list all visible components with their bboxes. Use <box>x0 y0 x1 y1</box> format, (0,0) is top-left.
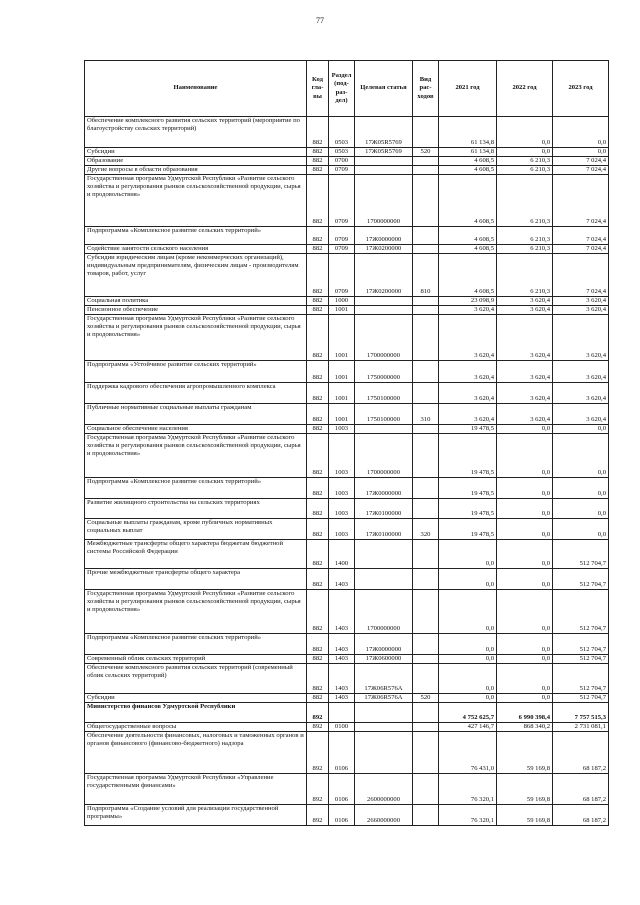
cell-2022: 0,0 <box>497 519 553 540</box>
cell-2021: 4 608,5 <box>439 157 497 166</box>
cell-2022: 0,0 <box>497 664 553 694</box>
cell-ministry: 882 <box>307 175 329 227</box>
table-row <box>85 227 609 245</box>
table-row <box>85 774 609 805</box>
cell-ministry: 882 <box>307 166 329 175</box>
cell-2023: 7 024,4 <box>553 175 609 227</box>
cell-target: 17Ж0000000 <box>355 478 413 499</box>
column-header-2022: 2022 год <box>497 61 553 117</box>
cell-2021: 4 608,5 <box>439 166 497 175</box>
cell-ministry: 882 <box>307 519 329 540</box>
table-row <box>85 569 609 590</box>
cell-section: 1003 <box>329 478 355 499</box>
table-header-row <box>85 61 609 117</box>
cell-target: 17Ж0600000 <box>355 655 413 664</box>
cell-section: 1001 <box>329 383 355 404</box>
cell-expense-type <box>413 434 439 478</box>
cell-expense-type <box>413 655 439 664</box>
cell-name: Образование <box>85 157 307 166</box>
cell-section: 0100 <box>329 723 355 732</box>
cell-2022: 0,0 <box>497 590 553 634</box>
cell-target: 1750100000 <box>355 383 413 404</box>
cell-ministry: 882 <box>307 117 329 148</box>
cell-2023: 68 187,2 <box>553 732 609 774</box>
cell-ministry: 892 <box>307 774 329 805</box>
cell-target <box>355 540 413 569</box>
cell-name: Обеспечение деятельности финансовых, налоговых и таможенных органов и органов финансового (финансово-бюджетного) надзора <box>85 732 307 774</box>
cell-ministry: 882 <box>307 590 329 634</box>
cell-2022: 3 620,4 <box>497 306 553 315</box>
cell-ministry: 882 <box>307 569 329 590</box>
column-header-2023: 2023 год <box>553 61 609 117</box>
cell-name: Социальные выплаты гражданам, кроме публичных нормативных социальных выплат <box>85 519 307 540</box>
cell-section: 1403 <box>329 634 355 655</box>
cell-2022: 3 620,4 <box>497 361 553 383</box>
cell-2023: 7 024,4 <box>553 227 609 245</box>
cell-name: Обеспечение комплексного развития сельских территорий (мероприятие по благоустройству сельских территорий) <box>85 117 307 148</box>
cell-target: 17Ж06R576А <box>355 694 413 703</box>
table-row <box>85 175 609 227</box>
table-body <box>85 117 609 826</box>
cell-name: Министерство финансов Удмуртской Республики <box>85 703 307 723</box>
table-row <box>85 540 609 569</box>
cell-target <box>355 569 413 590</box>
cell-name: Развитие жилищного строительства на сельских территориях <box>85 499 307 519</box>
cell-2022: 0,0 <box>497 569 553 590</box>
table-row <box>85 634 609 655</box>
cell-2023: 3 620,4 <box>553 361 609 383</box>
cell-section: 1403 <box>329 590 355 634</box>
cell-2022: 0,0 <box>497 425 553 434</box>
cell-target: 17Ж06R576А <box>355 664 413 694</box>
cell-expense-type <box>413 227 439 245</box>
cell-expense-type <box>413 805 439 826</box>
cell-expense-type <box>413 245 439 254</box>
cell-2022: 6 210,3 <box>497 245 553 254</box>
cell-target: 1700000000 <box>355 315 413 361</box>
cell-ministry: 892 <box>307 703 329 723</box>
cell-2023: 0,0 <box>553 478 609 499</box>
cell-name: Государственная программа Удмуртской Республики «Управление государственными финансами» <box>85 774 307 805</box>
cell-2022: 6 210,3 <box>497 166 553 175</box>
column-header-expense-type: Вид рас- ходов <box>413 61 439 117</box>
column-header-ministry: Код гла- вы <box>307 61 329 117</box>
cell-2022: 0,0 <box>497 540 553 569</box>
cell-expense-type <box>413 297 439 306</box>
budget-table <box>84 60 609 826</box>
cell-ministry: 882 <box>307 361 329 383</box>
cell-expense-type <box>413 478 439 499</box>
cell-ministry: 882 <box>307 540 329 569</box>
cell-section: 1403 <box>329 655 355 664</box>
cell-target: 17Ж0000000 <box>355 634 413 655</box>
cell-ministry: 882 <box>307 297 329 306</box>
cell-target <box>355 166 413 175</box>
cell-expense-type <box>413 723 439 732</box>
cell-2023: 512 704,7 <box>553 694 609 703</box>
cell-target: 1700000000 <box>355 175 413 227</box>
cell-2023: 0,0 <box>553 117 609 148</box>
cell-name: Современный облик сельских территорий <box>85 655 307 664</box>
cell-target: 1700000000 <box>355 590 413 634</box>
cell-target <box>355 732 413 774</box>
cell-name: Социальное обеспечение населения <box>85 425 307 434</box>
cell-ministry: 882 <box>307 478 329 499</box>
cell-2023: 2 731 081,1 <box>553 723 609 732</box>
cell-name: Субсидии юридическим лицам (кроме некоммерческих организаций), индивидуальным предпринимателям, физическим лицам - производителям товаров, работ, услуг <box>85 254 307 297</box>
table-row <box>85 306 609 315</box>
cell-2021: 61 134,8 <box>439 148 497 157</box>
cell-name: Подпрограмма «Создание условий для реализации государственной программы» <box>85 805 307 826</box>
cell-expense-type <box>413 732 439 774</box>
cell-name: Субсидии <box>85 148 307 157</box>
cell-section: 1000 <box>329 297 355 306</box>
column-header-section: Раздел (под- раз- дел) <box>329 61 355 117</box>
cell-2022: 6 990 398,4 <box>497 703 553 723</box>
cell-2022: 868 340,2 <box>497 723 553 732</box>
cell-section: 1001 <box>329 306 355 315</box>
cell-2023: 512 704,7 <box>553 590 609 634</box>
cell-2021: 3 620,4 <box>439 361 497 383</box>
cell-expense-type <box>413 634 439 655</box>
cell-expense-type <box>413 499 439 519</box>
table-row <box>85 434 609 478</box>
cell-2021: 0,0 <box>439 569 497 590</box>
cell-2021: 4 752 625,7 <box>439 703 497 723</box>
cell-2022: 0,0 <box>497 655 553 664</box>
cell-2022: 0,0 <box>497 478 553 499</box>
cell-2022: 3 620,4 <box>497 297 553 306</box>
cell-2021: 0,0 <box>439 540 497 569</box>
table-row <box>85 694 609 703</box>
cell-2021: 76 320,1 <box>439 774 497 805</box>
table-row <box>85 664 609 694</box>
cell-expense-type <box>413 540 439 569</box>
cell-ministry: 882 <box>307 227 329 245</box>
table-row <box>85 404 609 425</box>
cell-name: Государственная программа Удмуртской Республики «Развитие сельского хозяйства и регулирования рынков сельскохозяйственной продукции, сырья и продовольствия» <box>85 590 307 634</box>
cell-target <box>355 157 413 166</box>
cell-2021: 0,0 <box>439 655 497 664</box>
cell-expense-type: 520 <box>413 148 439 157</box>
cell-2022: 59 169,8 <box>497 774 553 805</box>
table-row <box>85 425 609 434</box>
table-row <box>85 117 609 148</box>
table-row <box>85 315 609 361</box>
cell-section: 0106 <box>329 732 355 774</box>
cell-ministry: 882 <box>307 315 329 361</box>
cell-2023: 0,0 <box>553 425 609 434</box>
cell-ministry: 882 <box>307 664 329 694</box>
cell-expense-type <box>413 157 439 166</box>
cell-ministry: 882 <box>307 157 329 166</box>
cell-name: Публичные нормативные социальные выплаты гражданам <box>85 404 307 425</box>
cell-2021: 19 478,5 <box>439 478 497 499</box>
cell-2022: 0,0 <box>497 434 553 478</box>
cell-target: 17Ж0000000 <box>355 227 413 245</box>
cell-2023: 0,0 <box>553 519 609 540</box>
cell-2021: 19 478,5 <box>439 434 497 478</box>
cell-2022: 0,0 <box>497 499 553 519</box>
cell-2021: 3 620,4 <box>439 306 497 315</box>
cell-target: 17Ж0100000 <box>355 499 413 519</box>
cell-2022: 3 620,4 <box>497 315 553 361</box>
table-row <box>85 723 609 732</box>
cell-section: 0503 <box>329 117 355 148</box>
cell-2021: 19 478,5 <box>439 519 497 540</box>
cell-expense-type <box>413 315 439 361</box>
cell-2021: 4 608,5 <box>439 254 497 297</box>
cell-name: Содействие занятости сельского населения <box>85 245 307 254</box>
cell-2023: 3 620,4 <box>553 297 609 306</box>
column-header-2021: 2021 год <box>439 61 497 117</box>
cell-expense-type: 810 <box>413 254 439 297</box>
cell-2021: 4 608,5 <box>439 175 497 227</box>
cell-section: 0709 <box>329 254 355 297</box>
cell-section: 0106 <box>329 805 355 826</box>
cell-target <box>355 306 413 315</box>
cell-section: 1001 <box>329 404 355 425</box>
cell-2023: 3 620,4 <box>553 315 609 361</box>
cell-2022: 6 210,3 <box>497 175 553 227</box>
cell-expense-type: 310 <box>413 404 439 425</box>
cell-section <box>329 703 355 723</box>
cell-2021: 4 608,5 <box>439 245 497 254</box>
cell-name: Государственная программа Удмуртской Республики «Развитие сельского хозяйства и регулирования рынков сельскохозяйственной продукции, сырья и продовольствия» <box>85 315 307 361</box>
cell-target: 2660000000 <box>355 805 413 826</box>
cell-target <box>355 703 413 723</box>
cell-ministry: 882 <box>307 383 329 404</box>
cell-target: 2600000000 <box>355 774 413 805</box>
cell-2023: 0,0 <box>553 148 609 157</box>
table-row <box>85 590 609 634</box>
cell-name: Подпрограмма «Комплексное развитие сельских территорий» <box>85 634 307 655</box>
cell-2021: 76 431,0 <box>439 732 497 774</box>
cell-2021: 3 620,4 <box>439 383 497 404</box>
cell-2023: 0,0 <box>553 434 609 478</box>
cell-2022: 0,0 <box>497 694 553 703</box>
cell-ministry: 882 <box>307 254 329 297</box>
table-row <box>85 148 609 157</box>
cell-target <box>355 723 413 732</box>
cell-section: 0709 <box>329 175 355 227</box>
cell-name: Межбюджетные трансферты общего характера бюджетам бюджетной системы Российской Федерации <box>85 540 307 569</box>
cell-2021: 19 478,5 <box>439 425 497 434</box>
cell-2021: 0,0 <box>439 590 497 634</box>
cell-target: 1750100000 <box>355 404 413 425</box>
cell-2022: 0,0 <box>497 148 553 157</box>
table-row <box>85 805 609 826</box>
cell-target: 17Ж0200000 <box>355 254 413 297</box>
cell-ministry: 882 <box>307 634 329 655</box>
cell-2021: 0,0 <box>439 634 497 655</box>
cell-expense-type <box>413 306 439 315</box>
cell-2022: 0,0 <box>497 117 553 148</box>
cell-2023: 512 704,7 <box>553 634 609 655</box>
cell-2022: 6 210,3 <box>497 157 553 166</box>
cell-2023: 512 704,7 <box>553 540 609 569</box>
cell-ministry: 882 <box>307 694 329 703</box>
cell-expense-type <box>413 166 439 175</box>
cell-2022: 6 210,3 <box>497 254 553 297</box>
table-row <box>85 655 609 664</box>
cell-2021: 3 620,4 <box>439 404 497 425</box>
cell-2023: 3 620,4 <box>553 306 609 315</box>
cell-2022: 0,0 <box>497 634 553 655</box>
table-row <box>85 703 609 723</box>
cell-2021: 23 098,9 <box>439 297 497 306</box>
cell-2023: 3 620,4 <box>553 404 609 425</box>
cell-target: 17Ж05R5769 <box>355 117 413 148</box>
cell-ministry: 882 <box>307 306 329 315</box>
cell-2023: 7 024,4 <box>553 166 609 175</box>
cell-name: Обеспечение комплексного развития сельских территорий (современный облик сельских территорий) <box>85 664 307 694</box>
cell-section: 0700 <box>329 157 355 166</box>
cell-section: 1003 <box>329 519 355 540</box>
cell-2021: 427 146,7 <box>439 723 497 732</box>
table-row <box>85 254 609 297</box>
cell-2023: 512 704,7 <box>553 664 609 694</box>
table-row <box>85 732 609 774</box>
cell-section: 1003 <box>329 434 355 478</box>
cell-name: Государственная программа Удмуртской Республики «Развитие сельского хозяйства и регулирования рынков сельскохозяйственной продукции, сырья и продовольствия» <box>85 434 307 478</box>
cell-name: Другие вопросы в области образования <box>85 166 307 175</box>
cell-target: 17Ж0200000 <box>355 245 413 254</box>
cell-2023: 512 704,7 <box>553 655 609 664</box>
column-header-target: Целевая статья <box>355 61 413 117</box>
cell-target: 1700000000 <box>355 434 413 478</box>
cell-name: Субсидии <box>85 694 307 703</box>
cell-expense-type <box>413 569 439 590</box>
cell-2023: 68 187,2 <box>553 805 609 826</box>
cell-section: 1403 <box>329 694 355 703</box>
cell-2021: 4 608,5 <box>439 227 497 245</box>
cell-expense-type <box>413 117 439 148</box>
cell-section: 0106 <box>329 774 355 805</box>
cell-name: Государственная программа Удмуртской Республики «Развитие сельского хозяйства и регулирования рынков сельскохозяйственной продукции, сырья и продовольствия» <box>85 175 307 227</box>
cell-section: 0709 <box>329 166 355 175</box>
cell-2023: 7 757 515,3 <box>553 703 609 723</box>
cell-ministry: 882 <box>307 404 329 425</box>
cell-target <box>355 425 413 434</box>
cell-section: 1001 <box>329 315 355 361</box>
cell-2023: 7 024,4 <box>553 254 609 297</box>
cell-2021: 3 620,4 <box>439 315 497 361</box>
cell-expense-type <box>413 175 439 227</box>
column-header-name: Наименование <box>85 61 307 117</box>
table-row <box>85 157 609 166</box>
cell-ministry: 882 <box>307 425 329 434</box>
cell-name: Поддержка кадрового обеспечения агропромышленного комплекса <box>85 383 307 404</box>
cell-name: Общегосударственные вопросы <box>85 723 307 732</box>
cell-name: Подпрограмма «Комплексное развитие сельских территорий» <box>85 478 307 499</box>
cell-section: 1403 <box>329 569 355 590</box>
cell-2022: 3 620,4 <box>497 404 553 425</box>
cell-section: 0709 <box>329 245 355 254</box>
cell-target: 1750000000 <box>355 361 413 383</box>
table-row <box>85 245 609 254</box>
cell-ministry: 892 <box>307 732 329 774</box>
cell-2022: 59 169,8 <box>497 732 553 774</box>
cell-2023: 3 620,4 <box>553 383 609 404</box>
cell-2022: 59 169,8 <box>497 805 553 826</box>
cell-expense-type <box>413 703 439 723</box>
cell-target: 17Ж05R5769 <box>355 148 413 157</box>
table-row <box>85 166 609 175</box>
cell-ministry: 882 <box>307 655 329 664</box>
cell-ministry: 892 <box>307 723 329 732</box>
cell-ministry: 882 <box>307 245 329 254</box>
cell-expense-type: 520 <box>413 694 439 703</box>
table-row <box>85 297 609 306</box>
cell-2023: 0,0 <box>553 499 609 519</box>
cell-2022: 3 620,4 <box>497 383 553 404</box>
cell-2022: 6 210,3 <box>497 227 553 245</box>
cell-name: Подпрограмма «Комплексное развитие сельских территорий» <box>85 227 307 245</box>
cell-2023: 7 024,4 <box>553 157 609 166</box>
cell-2023: 7 024,4 <box>553 245 609 254</box>
cell-2021: 19 478,5 <box>439 499 497 519</box>
cell-name: Прочие межбюджетные трансферты общего характера <box>85 569 307 590</box>
cell-ministry: 882 <box>307 434 329 478</box>
cell-2021: 0,0 <box>439 694 497 703</box>
cell-section: 1003 <box>329 425 355 434</box>
cell-expense-type <box>413 383 439 404</box>
cell-2021: 0,0 <box>439 664 497 694</box>
cell-section: 1400 <box>329 540 355 569</box>
page-number: 77 <box>316 16 324 25</box>
cell-section: 0503 <box>329 148 355 157</box>
cell-target <box>355 297 413 306</box>
cell-ministry: 892 <box>307 805 329 826</box>
table-row <box>85 478 609 499</box>
cell-expense-type: 320 <box>413 519 439 540</box>
cell-2021: 76 320,1 <box>439 805 497 826</box>
cell-expense-type <box>413 361 439 383</box>
cell-name: Подпрограмма «Устойчивое развитие сельских территорий» <box>85 361 307 383</box>
cell-2021: 61 134,8 <box>439 117 497 148</box>
cell-ministry: 882 <box>307 499 329 519</box>
cell-expense-type <box>413 774 439 805</box>
cell-expense-type <box>413 590 439 634</box>
cell-expense-type <box>413 664 439 694</box>
cell-target: 17Ж0100000 <box>355 519 413 540</box>
table-row <box>85 361 609 383</box>
table-row <box>85 499 609 519</box>
cell-ministry: 882 <box>307 148 329 157</box>
cell-2023: 68 187,2 <box>553 774 609 805</box>
cell-section: 1403 <box>329 664 355 694</box>
cell-2023: 512 704,7 <box>553 569 609 590</box>
table-row <box>85 519 609 540</box>
cell-section: 1001 <box>329 361 355 383</box>
cell-expense-type <box>413 425 439 434</box>
cell-name: Пенсионное обеспечение <box>85 306 307 315</box>
cell-section: 1003 <box>329 499 355 519</box>
cell-section: 0709 <box>329 227 355 245</box>
table-row <box>85 383 609 404</box>
cell-name: Социальная политика <box>85 297 307 306</box>
